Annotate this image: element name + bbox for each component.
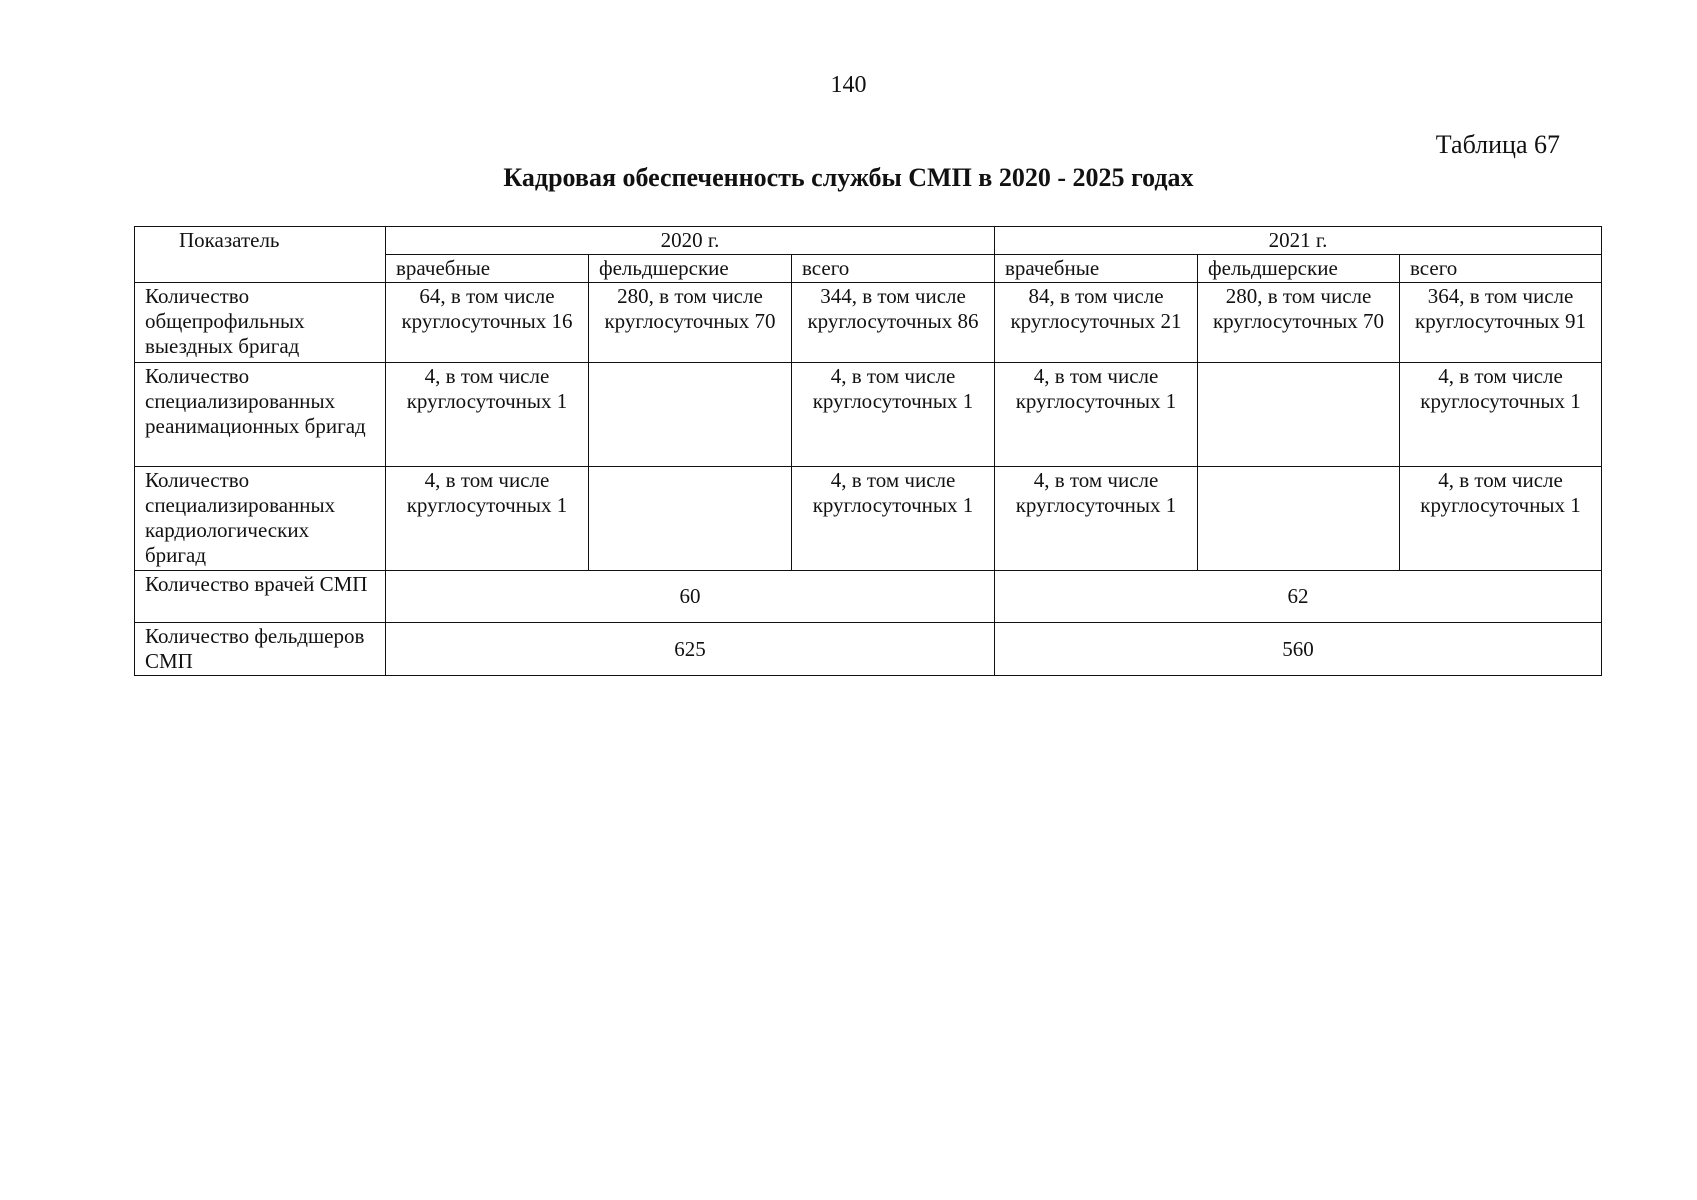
table-cell: 4, в том числе круглосуточных 1 — [386, 467, 589, 571]
table-cell: 4, в том числе круглосуточных 1 — [792, 363, 995, 467]
table-row — [135, 623, 1602, 676]
header-year-2020: 2020 г. — [386, 227, 995, 255]
table-cell: 64, в том числе круглосуточных 16 — [386, 283, 589, 363]
header-paramedics-2021: фельдшерские — [1198, 255, 1400, 283]
table-cell: 364, в том числе круглосуточных 91 — [1400, 283, 1602, 363]
table-cell: 4, в том числе круглосуточных 1 — [792, 467, 995, 571]
table-cell: 280, в том числе круглосуточных 70 — [589, 283, 792, 363]
header-paramedics-2020: фельдшерские — [589, 255, 792, 283]
table-cell-merged: 62 — [995, 571, 1602, 623]
table-title: Кадровая обеспеченность службы СМП в 2020 - 2025 годах — [503, 163, 1194, 192]
table-row — [135, 283, 1602, 363]
table-cell: 84, в том числе круглосуточных 21 — [995, 283, 1198, 363]
row-label: Количество общепрофильных выездных бригад — [135, 283, 386, 363]
table-cell — [589, 467, 792, 571]
table-cell — [589, 363, 792, 467]
table-cell: 4, в том числе круглосуточных 1 — [995, 467, 1198, 571]
row-label: Количество специализированных кардиологических бригад — [135, 467, 386, 571]
header-total-2021: всего — [1400, 255, 1602, 283]
header-total-2020: всего — [792, 255, 995, 283]
table-row — [135, 571, 1602, 623]
page-number: 140 — [830, 72, 867, 98]
table-cell: 4, в том числе круглосуточных 1 — [1400, 363, 1602, 467]
table-cell: 4, в том числе круглосуточных 1 — [1400, 467, 1602, 571]
table-row — [135, 467, 1602, 571]
header-doctors-2021: врачебные — [995, 255, 1198, 283]
header-doctors-2020: врачебные — [386, 255, 589, 283]
staffing-table — [134, 226, 1602, 676]
row-label: Количество врачей СМП — [135, 571, 386, 623]
row-label: Количество специализированных реанимационных бригад — [135, 363, 386, 467]
table-cell-merged: 625 — [386, 623, 995, 676]
table-cell — [1198, 467, 1400, 571]
table-caption: Таблица 67 — [1435, 130, 1560, 159]
table-cell: 344, в том числе круглосуточных 86 — [792, 283, 995, 363]
table-cell — [1198, 363, 1400, 467]
header-indicator: Показатель — [135, 227, 386, 283]
table-cell: 280, в том числе круглосуточных 70 — [1198, 283, 1400, 363]
row-label: Количество фельдшеров СМП — [135, 623, 386, 676]
table-cell: 4, в том числе круглосуточных 1 — [995, 363, 1198, 467]
table-cell: 4, в том числе круглосуточных 1 — [386, 363, 589, 467]
header-year-2021: 2021 г. — [995, 227, 1602, 255]
table-row — [135, 363, 1602, 467]
table-cell-merged: 60 — [386, 571, 995, 623]
table-cell-merged: 560 — [995, 623, 1602, 676]
header-row-years — [135, 227, 1602, 255]
